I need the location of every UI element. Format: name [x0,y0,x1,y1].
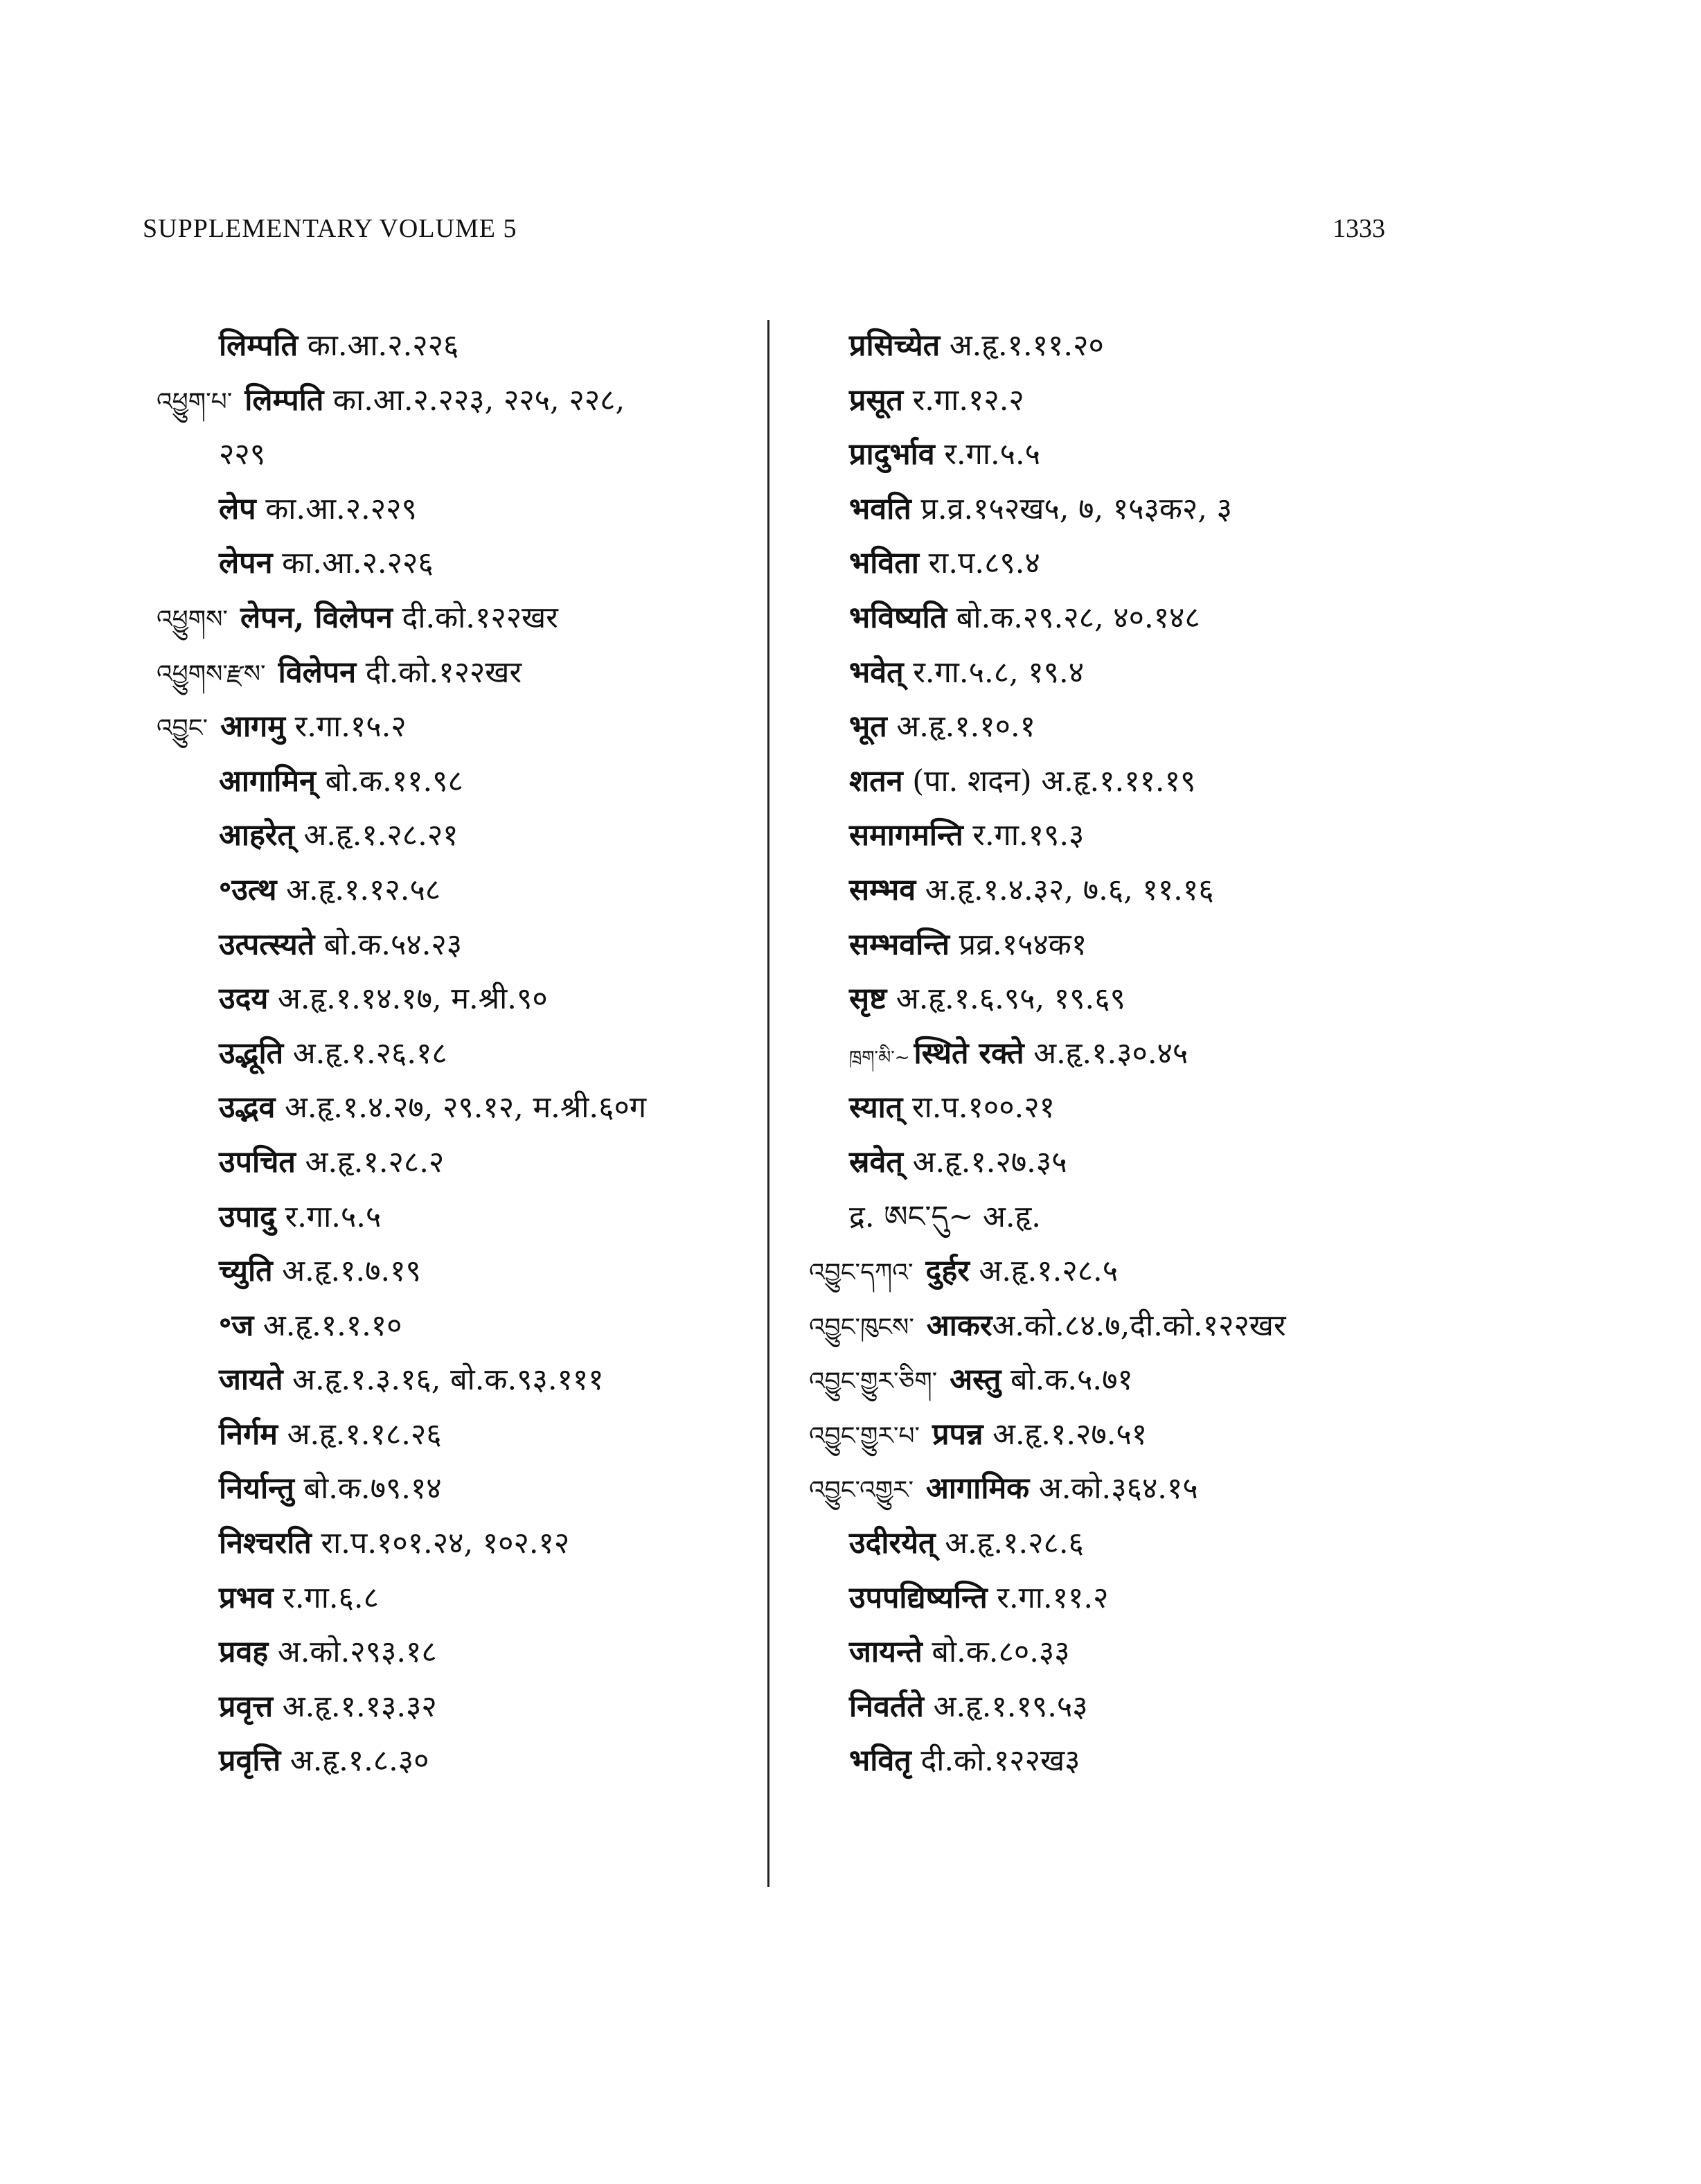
source-reference: बो.क.११.९८ [316,763,463,799]
source-reference: अ.हृ.१.८.३० [280,1743,429,1779]
sanskrit-term: अस्तु [950,1362,1001,1398]
source-reference: र.गा.१९.३ [963,818,1085,853]
source-reference: अ.हृ.१.१८.२६ [277,1417,442,1452]
source-reference: द्र. ཨང་དུ~ अ.हृ. [849,1199,1041,1234]
dictionary-entry [809,591,1536,646]
sanskrit-term: प्रसूत [849,382,904,418]
sanskrit-term: उद्भव [219,1090,276,1126]
source-reference: अ.हृ.१.२८.२ [295,1144,445,1180]
dictionary-entry [809,972,1536,1027]
dictionary-entry [157,1734,759,1788]
source-reference: अ.को.३६४.१५ [1029,1471,1198,1507]
source-reference: अ.हृ.१.१३.३२ [273,1689,437,1724]
sanskrit-term: स्थिते रक्ते [914,1036,1024,1071]
sanskrit-term: सम्भवन्ति [849,927,950,962]
source-reference: र.गा.५.५ [934,437,1041,472]
sanskrit-term: भूत [849,709,887,745]
sanskrit-term: उत्पत्स्यते [219,927,315,962]
sanskrit-term: प्रवृत्ति [219,1743,281,1779]
sanskrit-term: लिम्पति [219,328,299,363]
sanskrit-term: सम्भव [849,872,916,907]
sanskrit-term: आगमु [220,709,285,745]
dictionary-entry [157,1244,759,1299]
sanskrit-term: जायन्ते [849,1635,923,1670]
source-reference: अ.हृ.१.१.१० [253,1308,402,1343]
sanskrit-term: स्रवेत् [849,1144,903,1180]
sanskrit-term: च्युति [219,1254,273,1289]
sanskrit-term: जायते [219,1362,283,1398]
dictionary-entry [809,863,1536,918]
source-reference: का.आ.२.२२६ [272,546,434,581]
sanskrit-term: निर्यान्तु [219,1471,294,1507]
dictionary-entry [157,1571,759,1626]
sanskrit-term: स्यात् [849,1090,903,1126]
source-reference: अ.हृ.१.७.१९ [272,1254,421,1289]
dictionary-entry [157,1353,759,1408]
source-reference: अ.हृ.१.२७.३५ [902,1144,1067,1180]
dictionary-entry [809,1516,1536,1571]
dictionary-entry [809,1027,1536,1081]
dictionary-entry [157,373,759,428]
dictionary-entry [157,1680,759,1734]
dictionary-entry [809,482,1536,537]
sanskrit-term: आगामिन् [219,763,317,799]
sanskrit-term: सृष्ट [849,982,887,1017]
dictionary-entry [157,482,759,537]
source-reference: अ.हृ.१.२८.२१ [294,818,458,853]
sanskrit-term: ॰ज [219,1308,254,1343]
sanskrit-term: शतन [849,763,903,799]
source-reference: २२९ [219,437,266,472]
source-reference: बो.क.२९.२८, ४०.१४८ [947,600,1200,635]
tibetan-headword: འབྱུང་འགྱུར་ [809,1476,914,1505]
tibetan-headword: འཕྱུགས་རྫས་ [157,659,266,689]
sanskrit-term: प्रवृत्त [219,1689,274,1724]
sanskrit-term: लिम्पति [244,382,324,418]
tibetan-headword: འབྱུང་གྱུར་ཅིག་ [809,1367,938,1396]
dictionary-entry [809,536,1536,591]
dictionary-entry [809,1244,1536,1299]
source-reference: दी.को.१२२ख३ [911,1743,1080,1779]
dictionary-entry [809,1462,1536,1516]
sanskrit-term: ॰उत्थ [219,872,277,907]
sanskrit-term: लेप [219,491,256,526]
source-reference: अ.हृ.१.१९.५३ [923,1689,1088,1724]
tibetan-headword: འབྱུང་གྱུར་པ་ [809,1421,920,1450]
dictionary-entry [157,1462,759,1516]
sanskrit-term: विलेपन [278,655,357,690]
source-reference: र.गा.५.८, १९.४ [903,655,1085,690]
source-reference: र.गा.१२.२ [903,382,1024,418]
tibetan-headword: འབྱུང་ཁུངས་ [809,1313,914,1342]
dictionary-entry [809,427,1536,482]
source-reference: रा.प.८९.४ [918,546,1040,581]
source-reference: र.गा.५.५ [275,1199,382,1234]
source-reference: अ.हृ.१.३०.४५ [1024,1036,1188,1071]
dictionary-entry [809,646,1536,700]
sanskrit-term: भवितृ [849,1743,911,1779]
source-reference: अ.को.८४.७,दी.को.१२२खर [992,1308,1286,1343]
source-reference: अ.हृ.१.२६.१८ [283,1036,447,1071]
dictionary-entry [809,1408,1536,1462]
source-reference: अ.हृ.१.४.२७, २९.१२, म.श्री.६०ग [275,1090,647,1126]
source-reference: अ.को.२९३.१८ [268,1635,437,1670]
dictionary-entry [157,427,759,482]
source-reference: का.आ.२.२२६ [298,328,459,363]
dictionary-entry [809,373,1536,428]
dictionary-entry [809,1299,1536,1353]
sanskrit-term: प्रसिच्येत [849,328,941,363]
dictionary-entry [809,1190,1536,1245]
dictionary-entry [809,808,1536,863]
dictionary-entry [809,754,1536,809]
sanskrit-term: भविष्यति [849,600,947,635]
dictionary-entry [809,319,1536,373]
dictionary-entry [809,1734,1536,1788]
sanskrit-term: प्रपन्न [932,1417,983,1452]
dictionary-entry [809,1081,1536,1135]
sanskrit-term: भवति [849,491,911,526]
sanskrit-term: दुर्हर [925,1254,970,1289]
page-number: 1333 [1333,214,1385,243]
dictionary-entry [157,1081,759,1135]
sanskrit-term: आहरेत् [219,818,294,853]
dictionary-entry [157,319,759,373]
dictionary-entry [157,754,759,809]
source-reference: बो.क.७९.१४ [294,1471,442,1507]
tibetan-headword: འཕྱུགས་ [157,605,228,634]
dictionary-entry [157,1516,759,1571]
source-reference: का.आ.२.२२३, २२५, २२८, [323,382,625,418]
column-divider [767,320,769,1887]
left-column [157,319,759,1788]
running-header-title: SUPPLEMENTARY VOLUME 5 [143,214,517,243]
source-reference: अ.हृ.१.१२.५८ [276,872,441,907]
sanskrit-term: निर्गम [219,1417,278,1452]
dictionary-entry [809,1353,1536,1408]
source-reference: अ.हृ.१.१४.१७, म.श्री.९० [268,982,548,1017]
sanskrit-term: उपपद्यिष्यन्ति [849,1580,988,1615]
dictionary-entry [809,1135,1536,1190]
sanskrit-term: समागमन्ति [849,818,963,853]
source-reference: अ.हृ.१.२८.६ [935,1526,1084,1561]
source-reference: दी.को.१२२खर [356,655,522,690]
sanskrit-term: प्रादुर्भाव [849,437,935,472]
source-reference: बो.क.५.७१ [1001,1362,1133,1398]
tibetan-headword: འབྱུང་ [157,714,208,743]
tibetan-headword: འཕྱུག་པ་ [157,387,233,416]
source-reference: अ.हृ.१.३.१६, बो.क.९३.१११ [283,1362,604,1398]
sanskrit-term: आकर [926,1308,992,1343]
dictionary-entry [809,918,1536,973]
sanskrit-term: लेपन [219,546,273,581]
source-reference: र.गा.१५.२ [285,709,407,745]
dictionary-entry [157,700,759,754]
dictionary-entry [157,1135,759,1190]
dictionary-entry [157,1190,759,1245]
source-reference: रा.प.१००.२१ [902,1090,1055,1126]
sanskrit-term: निवर्तते [849,1689,924,1724]
dictionary-entry [157,972,759,1027]
source-reference: रा.प.१०१.२४, १०२.१२ [311,1526,570,1561]
source-reference: बो.क.५४.२३ [314,927,463,962]
sanskrit-term: उदीरयेत् [849,1526,936,1561]
source-reference: अ.हृ.१.६.९५, १९.६९ [887,982,1125,1017]
dictionary-entry [157,591,759,646]
source-reference: र.गा.६.८ [273,1580,379,1615]
source-reference: अ.हृ.१.११.२० [940,328,1104,363]
source-reference: र.गा.११.२ [987,1580,1109,1615]
dictionary-entry [809,1680,1536,1734]
source-reference: प्र.व्र.१५२ख५, ७, १५३क२, ३ [911,491,1232,526]
source-reference: अ.हृ.१.२७.५१ [983,1417,1148,1452]
dictionary-entry [157,1408,759,1462]
sanskrit-term: प्रवह [219,1635,269,1670]
dictionary-entry [157,1299,759,1353]
dictionary-entry [157,918,759,973]
dictionary-entry [157,808,759,863]
dictionary-entry [157,1027,759,1081]
sanskrit-term: प्रभव [219,1580,274,1615]
source-reference: (पा. शदन) अ.हृ.१.११.१९ [902,763,1196,799]
dictionary-entry [809,1571,1536,1626]
sanskrit-term: उद्भूति [219,1036,284,1071]
sanskrit-term: उपचित [219,1144,296,1180]
dictionary-entry [809,700,1536,754]
right-column [809,319,1536,1788]
tibetan-headword: ཁྲག་མི་~ [849,1047,910,1068]
source-reference: अ.हृ.१.१०.१ [887,709,1036,745]
source-reference: का.आ.२.२२९ [256,491,417,526]
sanskrit-term: भविता [849,546,919,581]
source-reference: दी.को.१२२खर [392,600,558,635]
dictionary-entry [157,536,759,591]
sanskrit-term: उदय [219,982,269,1017]
source-reference: बो.क.८०.३३ [922,1635,1070,1670]
dictionary-entry [809,1625,1536,1680]
source-reference: अ.हृ.१.४.३२, ७.६, ११.१६ [916,872,1214,907]
dictionary-entry [157,646,759,700]
sanskrit-term: लेपन, विलेपन [240,600,393,635]
sanskrit-term: उपादु [219,1199,276,1234]
sanskrit-term: भवेत् [849,655,904,690]
dictionary-entry [157,1625,759,1680]
sanskrit-term: निश्चरति [219,1526,312,1561]
sanskrit-term: आगामिक [926,1471,1030,1507]
dictionary-entry [157,863,759,918]
tibetan-headword: འབྱུང་དཀའ་ [809,1259,914,1288]
source-reference: अ.हृ.१.२८.५ [969,1254,1119,1289]
source-reference: प्रव्र.१५४क१ [950,927,1087,962]
